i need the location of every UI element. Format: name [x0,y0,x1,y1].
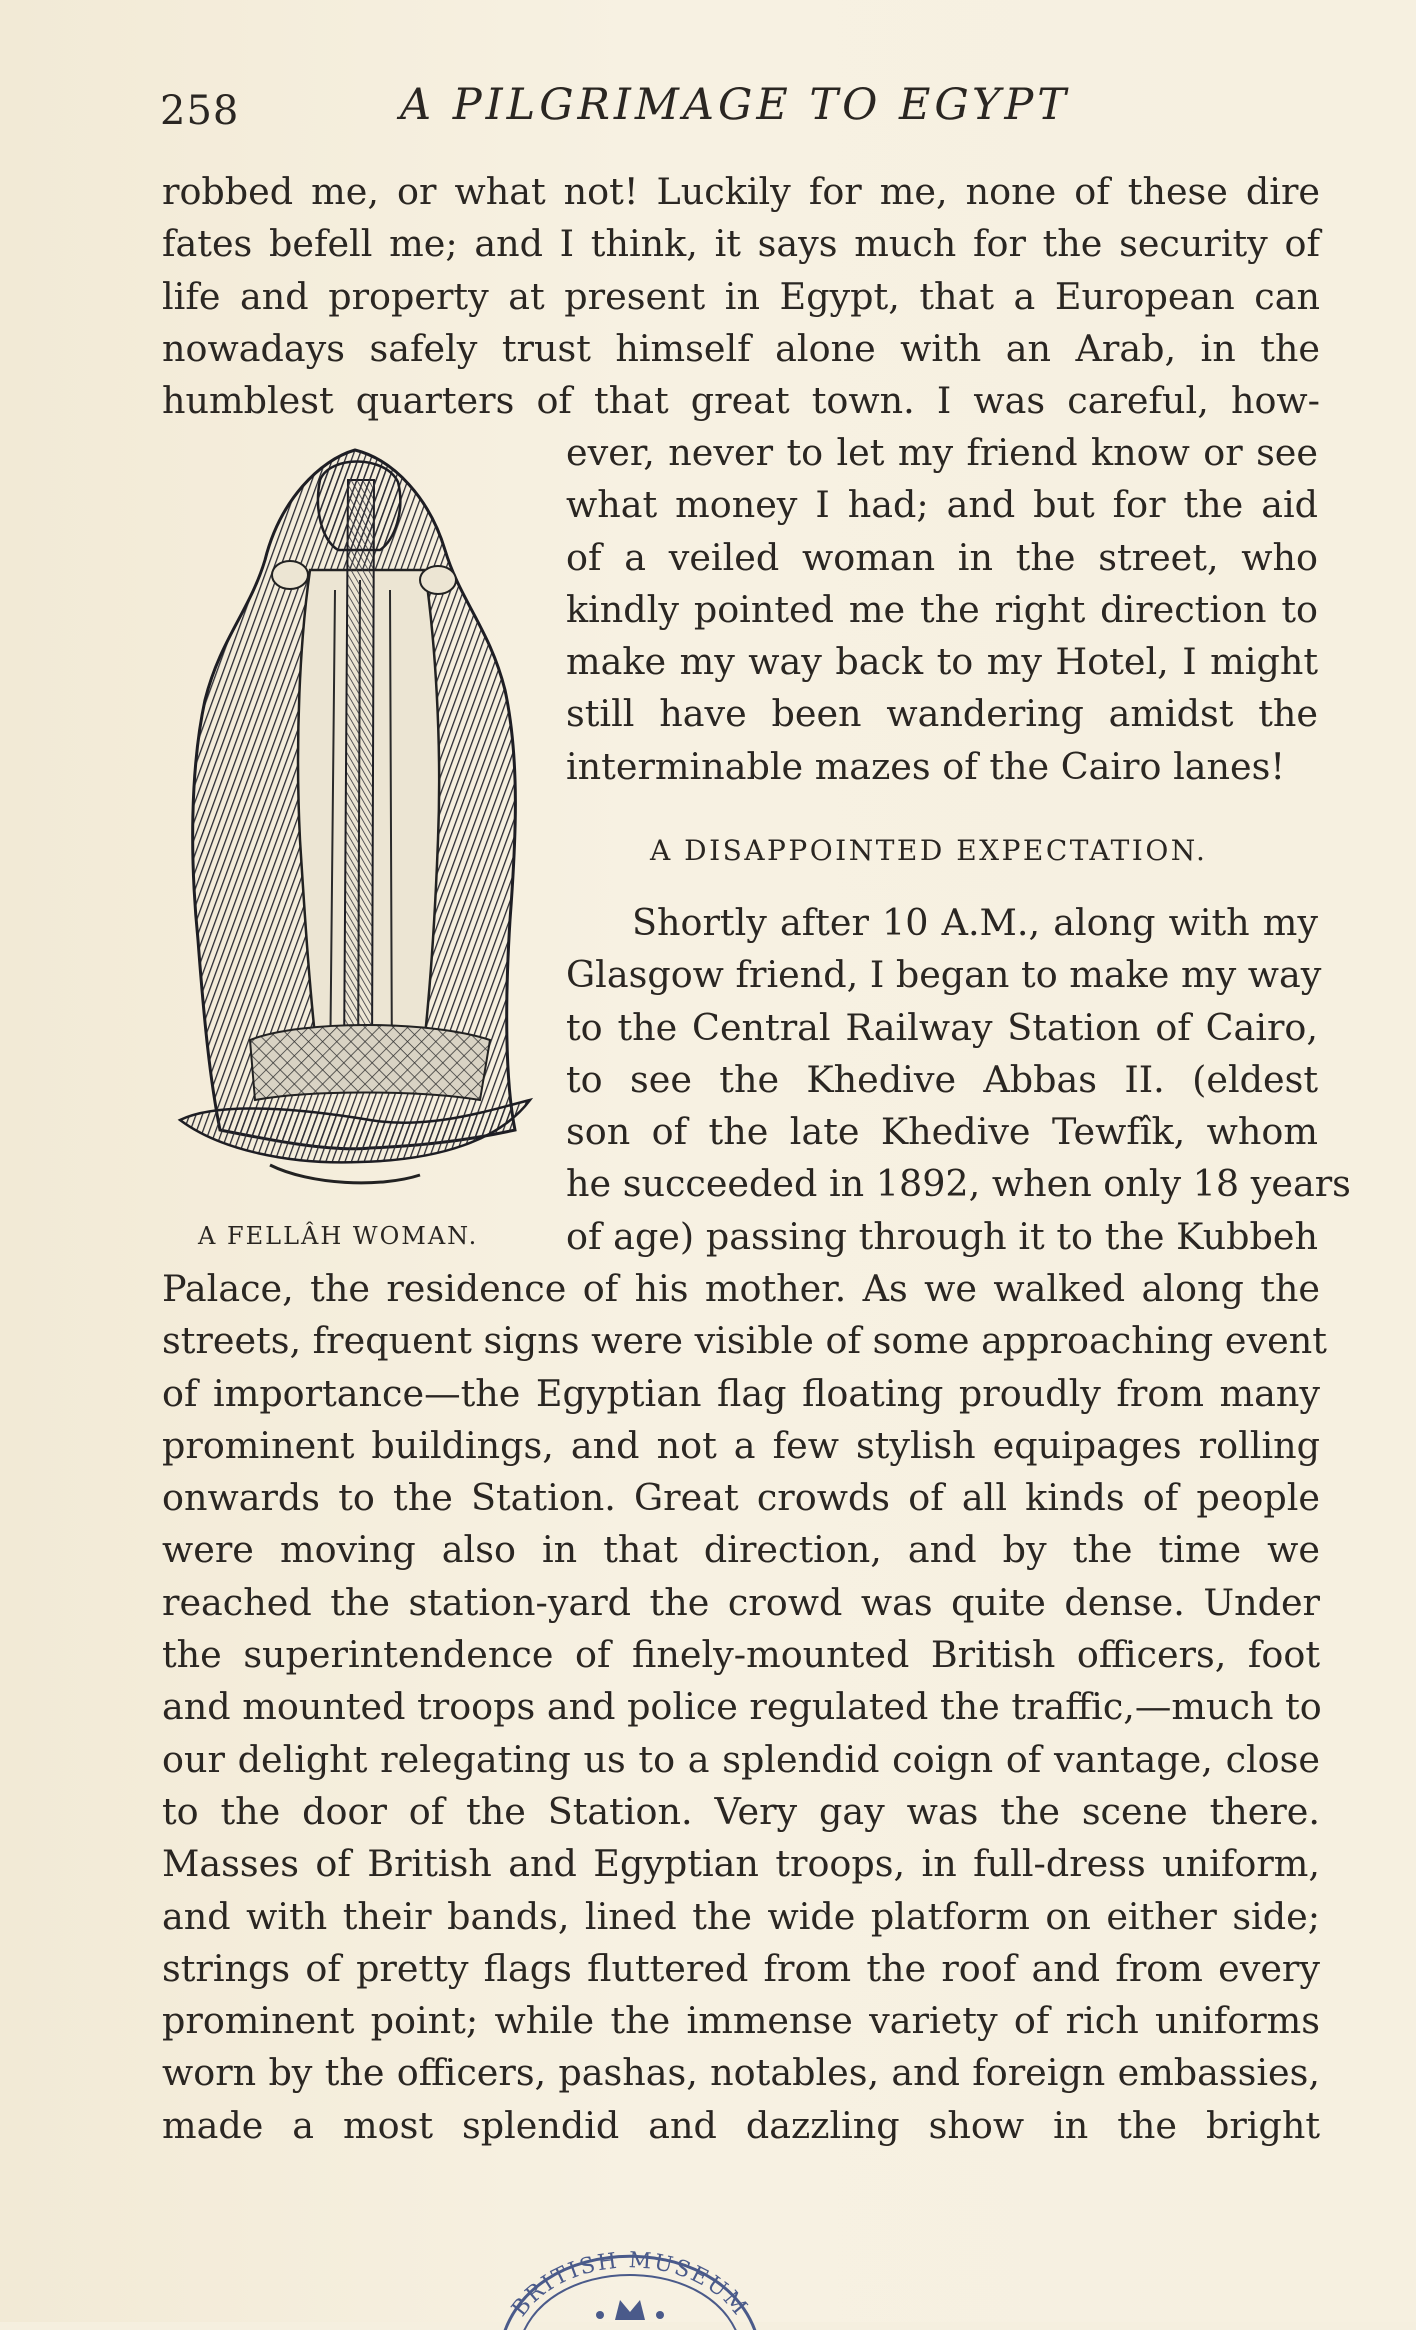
text-line: reached the station-yard the crowd was quite dense. Under [162,1580,1320,1624]
text-line: our delight relegating us to a splendid coign of vantage, close [162,1737,1320,1781]
text-line: prominent buildings, and not a few stylish equipages rolling [162,1423,1320,1467]
paragraph-2-continued [162,1263,1327,2152]
running-head [160,80,1320,140]
text-line: strings of pretty flags fluttered from the roof and from every [162,1946,1320,1990]
running-title: A PILGRIMAGE TO EGYPT [400,80,1070,130]
text-line: nowadays safely trust himself alone with an Arab, in the [162,326,1320,370]
text-line: still have been wandering amidst the [566,692,1318,736]
text-line: to see the Khedive Abbas II. (eldest [566,1057,1318,1101]
text-line: streets, frequent signs were visible of some approaching event [162,1319,1327,1363]
text-line: Glasgow friend, I began to make my way [566,953,1322,997]
text-line: life and property at present in Egypt, that a European can [162,274,1320,318]
paragraph-1-continued [566,427,1318,793]
text-line: to the Central Railway Station of Cairo, [566,1005,1318,1049]
text-line: onwards to the Station. Great crowds of all kinds of people [162,1476,1320,1520]
stamp-text: BRITISH MUSEUM [507,2248,753,2322]
text-line: Palace, the residence of his mother. As we walked along the [162,1267,1320,1310]
page-number: 258 [160,88,240,134]
library-stamp [480,2220,780,2330]
text-line: what money I had; and but for the aid [566,483,1318,527]
text-line: fates befell me; and I think, it says much for the security of [162,222,1320,266]
text-line: son of the late Khedive Tewfîk, whom [566,1110,1318,1154]
text-line: prominent point; while the immense variety of rich uniforms [162,1999,1320,2043]
text-line: Masses of British and Egyptian troops, in full-dress uniform, [162,1842,1320,1886]
text-line: of importance—the Egyptian flag floating proudly from many [162,1371,1320,1415]
paragraph-1 [162,166,1320,427]
text-line: he succeeded in 1892, when only 18 years [566,1162,1351,1206]
text-line: make my way back to my Hotel, I might [566,640,1318,684]
text-line: of age) passing through it to the Kubbeh [566,1214,1318,1258]
text-line: kindly pointed me the right direction to [566,587,1318,631]
illustration-caption: A FELLÂH WOMAN. [198,1222,479,1250]
text-line: made a most splendid and dazzling show in the bright [162,2103,1320,2147]
text-line: interminable mazes of the Cairo lanes! [566,744,1286,788]
text-line: worn by the officers, pashas, notables, and foreign embassies, [162,2051,1320,2095]
section-heading: A DISAPPOINTED EXPECTATION. [650,834,1208,867]
fellah-woman-illustration [160,440,550,1210]
paragraph-2 [566,897,1351,1263]
svg-text:BRITISH MUSEUM [507,2248,753,2321]
text-line: and with their bands, lined the wide platform on either side; [162,1894,1320,1938]
text-line: robbed me, or what not! Luckily for me, none of these dire [162,170,1320,213]
text-line: humblest quarters of that great town. I was careful, how- [162,379,1320,423]
text-line: Shortly after 10 A.M., along with my [632,901,1318,944]
text-line: ever, never to let my friend know or see [566,431,1318,474]
text-line: of a veiled woman in the street, who [566,535,1318,579]
text-line: the superintendence of finely-mounted British officers, foot [162,1633,1320,1677]
text-line: and mounted troops and police regulated the traffic,—much to [162,1685,1322,1729]
text-line: to the door of the Station. Very gay was the scene there. [162,1789,1320,1833]
text-line: were moving also in that direction, and by the time we [162,1528,1320,1572]
